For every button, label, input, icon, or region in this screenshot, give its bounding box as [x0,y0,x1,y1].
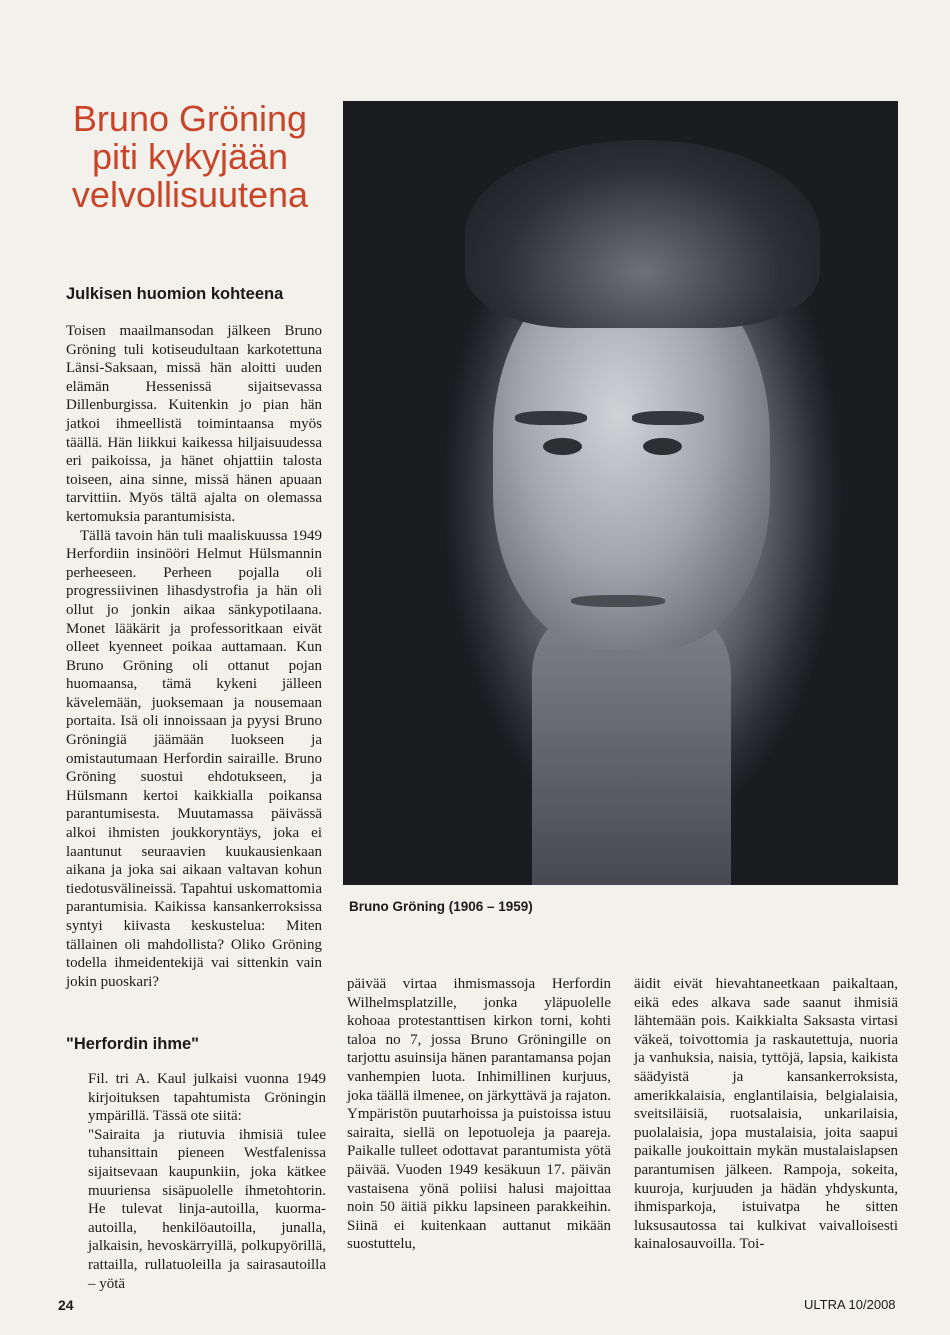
page-number: 24 [58,1297,74,1313]
paragraph: äidit eivät hievahtaneetkaan paikaltaan, eikä edes alkava sade saanut ihmisiä lähtemään pois. Kaikkialta Saksasta virtasi väkeä, toivottomia ja raskautettuja, nuoria ja vanhuksia, naisia, tyttöjä, lapsia, kaikista säädyistä ja kansankerroksista, amerikkalaisia, englantilaisia, belgialaisia, sveitsiläisiä, ruotsalaisia, unkarilaisia, puolalaisia, jopa mustalaisia, joita saapui paikalle joukoittain mykän mustalaislapsen parantumisen jälkeen. Rampoja, sokeita, kuuroja, kurjuuden ja hädän yhdyskunta, ihmisparkoja, istuivatpa he sitten luksusautossa tai kulkivat vaivalloisesti kainalosauvoilla. Toi- [634,976,898,1253]
title-line-3: velvollisuutena [71,174,309,215]
column-1-lower [88,1070,326,1293]
title-line-1: Bruno Gröning [72,98,308,139]
paragraph: Fil. tri A. Kaul julkaisi vuonna 1949 kirjoituksen tapahtumista Gröningin ympärillä. Tässä ote siitä: [88,1071,326,1125]
column-2 [347,975,611,1254]
section-heading-herford-miracle: "Herfordin ihme" [66,1035,199,1053]
section-heading-public-attention: Julkisen huomion kohteena [66,285,284,303]
photo-caption: Bruno Gröning (1906 – 1959) [349,899,533,914]
quote-paragraph: "Sairaita ja riutuvia ihmisiä tulee tuhansittain pieneen Westfalenissa sijaitsevaan kaupunkiin, joka kätkee muuriensa sisäpuolelle ihmetohtorin. He tulevat linja-autoilla, kuorma-autoilla, henkilöautoilla, junalla, jalkaisin, hevoskärryillä, polkupyörillä, rattailla, rullatuoleilla ja sairasautoilla – yötä [88,1126,326,1292]
title-line-2: piti kykyjään [91,136,289,177]
paragraph: päivää virtaa ihmismassoja Herfordin Wilhelmsplatzille, jonka yläpuolelle kohoaa protestanttisen kirkon torni, kohti taloa no 7, jossa Bruno Gröningille on tarjottu asuinsija hänen parantamansa pojan vanhempien luota. Inhimillinen kurjuus, joka täällä ilmenee, on järkyttävä ja rajaton. Ympäristön puutarhoissa ja puistoissa istuu sairaita, siellä on lepotuoleja ja paareja. Paikalle tulleet odottavat parantumista yötä päivää. Vuoden 1949 kesäkuun 17. päivän vastaisena yönä poliisi halusi majoittaa noin 50 äitiä pikku lapsineen parakkeihin. Siinä ei kuitenkaan auttanut mikään suostuttelu, [347,976,611,1253]
column-3 [634,975,898,1254]
magazine-issue-footer: ULTRA 10/2008 [804,1297,896,1312]
article-title [60,100,320,214]
portrait-photo [343,101,898,885]
paragraph: Toisen maailmansodan jälkeen Bruno Gröning tuli kotiseudultaan karkotettuna Länsi-Saksaan, missä hän aloitti uuden elämän Hessenissä sijaitsevassa Dillenburgissa. Kuitenkin jo pian hän jatkoi ihmeellistä toimintaansa myös täällä. Hän liikkui kaikessa hiljaisuudessa eri paikoissa, ja hänet ohjattiin talosta toiseen, aina sinne, missä hänen apuaan tarvittiin. Myös tältä ajalta on olemassa kertomuksia parantumisista. [66,323,322,525]
paragraph: Tällä tavoin hän tuli maaliskuussa 1949 Herfordiin insinööri Helmut Hülsmannin perheeseen. Perheen pojalla oli progressiivinen lihasdystrofia ja hän oli ollut jo jonkin aikaa sänkypotilaana. Monet lääkärit ja professoritkaan eivät olleet kyenneet poikaa auttamaan. Kun Bruno Gröning oli ottanut pojan huomaansa, tämä kykeni jälleen kävelemään, juoksemaan ja nousemaan portaita. Isä oli innoissaan ja pyysi Bruno Gröningiä jäämään luokseen ja omistautumaan Herfordin sairaille. Bruno Gröning suostui ehdotukseen, ja Hülsmann kertoi kaikkialla poikansa parantumisesta. Muutamassa päivässä alkoi ihmisten joukkoryntäys, joka ei laantunut seuraavien kuukausienkaan aikana ja joka sai aikaan valtavan kohun tiedotusvälineissä. Tapahtui uskomattomia parantumisia. Kaikissa kansankerroksissa syntyi kiivasta keskustelua: Miten tällainen oli mahdollista? Oliko Gröning todella ihmeidentekijä vai sittenkin vain jokin puoskari? [66,527,322,990]
column-1-upper [66,322,322,991]
